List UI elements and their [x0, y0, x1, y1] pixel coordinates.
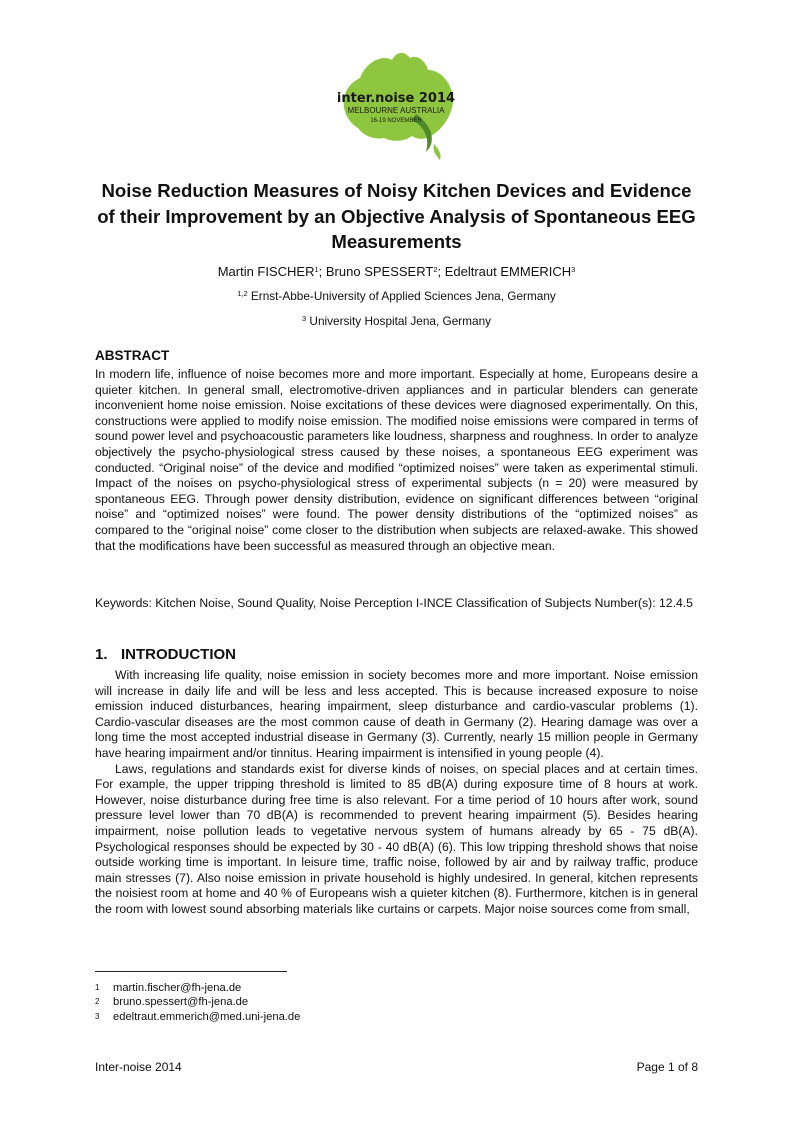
footnote-email[interactable]: martin.fischer@fh-jena.de	[113, 982, 242, 994]
title-line-3: Measurements	[331, 231, 462, 252]
author-1: Martin FISCHER	[217, 264, 315, 279]
title-line-1: Noise Reduction Measures of Noisy Kitchen Devices and Evidence	[101, 180, 692, 201]
section-title: INTRODUCTION	[121, 646, 236, 663]
abstract-text: In modern life, influence of noise becomes more and more important. Especially at home, Europeans desire a quieter kitchen. In general small, electromotive-driven appliances and in particular blenders can generate inconvenient home noise emission. Noise excitations of these devices were diagnosed experimentally. On this, constructions were applied to modify noise emission. The modified noise emissions were compared in terms of sound power level and psychoacoustic parameters like loudness, sharpness and roughness. In order to analyze objectively the psycho-physiological stress caused by these noises, a spontaneous EEG experiment was conducted. “Original noise” of the device and modified “optimized noises” were taken as experimental stimuli. Impact of the noises on psycho-physiological stress of experimental subjects (n = 20) were measured by spontaneous EEG. Through power density distribution, evidence on significant differences between “original noise” and “optimized noises” were found. The power density distributions of the “optimized noises” as compared to the “original noise” come closer to the distribution when subjects are relaxed-awake. This showed that the modifications have been successful as measured through an objective mean.	[95, 367, 698, 553]
abstract-heading: ABSTRACT	[95, 348, 170, 363]
footnote	[95, 1010, 300, 1024]
author-sep-2: ;	[437, 264, 445, 279]
footer-conference: Inter-noise 2014	[95, 1060, 182, 1074]
logo-line2: MELBOURNE AUSTRALIA	[347, 106, 445, 115]
footer-page-number: Page 1 of 8	[636, 1060, 698, 1074]
footnote	[95, 995, 300, 1009]
section-heading	[95, 646, 236, 663]
introduction-body	[95, 668, 698, 918]
logo-line3: 16-19 NOVEMBER	[370, 118, 422, 124]
paper-title	[70, 178, 723, 255]
author-2-sup: 2	[433, 265, 438, 274]
australia-map-logo	[330, 44, 462, 168]
author-3: Edeltraut EMMERICH	[444, 264, 572, 279]
footnote-number: 3	[95, 1011, 100, 1021]
author-sep-1: ;	[318, 264, 326, 279]
logo-line1: inter.noise 2014	[336, 91, 456, 106]
affiliation-1	[0, 289, 793, 303]
affiliation-1-text: Ernst-Abbe-University of Applied Sciences Jena, Germany	[247, 289, 556, 303]
author-2: Bruno SPESSERT	[325, 264, 434, 279]
footnote-email[interactable]: bruno.spessert@fh-jena.de	[113, 996, 249, 1009]
tasmania-shape	[433, 144, 440, 160]
footnote-number: 1	[95, 983, 100, 992]
title-line-2: of their Improvement by an Objective Analysis of Spontaneous EEG	[97, 205, 696, 227]
conference-logo	[330, 44, 462, 168]
footnote-number: 2	[95, 997, 100, 1007]
author-list	[0, 264, 793, 279]
author-1-sup: 1	[314, 265, 319, 274]
affiliation-2	[0, 314, 793, 328]
intro-paragraph-2: Laws, regulations and standards exist for diverse kinds of noises, on special places and at certain times. For example, the upper tripping threshold is limited to 85 dB(A) during exposure time of 8 hours at work. However, noise disturbance during free time is also relevant. For a time period of 10 hours after work, sound pressure level lower than 70 dB(A) is recommended to prevent hearing impairment (5). Besides hearing impairment, noise pollution leads to vegetative nervous system of humans already by 65 - 75 dB(A). Psychological responses should be expected by 30 - 40 dB(A) (6). This low tripping threshold shows that noise outside working time is important. In leisure time, traffic noise, followed by air and by railway traffic, produce main stresses (7). Also noise emission in private household is highly undesired. In general, kitchen represents the noisiest room at home and 40 % of Europeans wish a quieter kitchen (8). Furthermore, kitchen is in general the room with lowest sound absorbing materials like curtains or carpets. Major noise sources come from small,	[95, 761, 698, 916]
section-number: 1.	[95, 646, 108, 663]
intro-paragraph-1: With increasing life quality, noise emission in society becomes more and more important. Noise emission will increase in daily life and will be less and less accepted. This is because increased exposure to noise emission induced disturbances, hearing impairment, sleep disturbance and cardio-vascular problems (1). Cardio-vascular diseases are the most common cause of death in Germany (2). Hearing damage was over a long time the most accepted industrial disease in Germany (3). Currently, nearly 15 million people in Germany have hearing impairment and/or tinnitus. Hearing impairment is intensified in young people (4).	[95, 668, 698, 760]
author-3-sup: 3	[571, 265, 576, 274]
footnote	[95, 981, 300, 995]
footnotes	[95, 981, 300, 1024]
affiliation-2-sup: 3	[301, 314, 307, 323]
affiliation-2-text: University Hospital Jena, Germany	[306, 314, 492, 328]
footnote-divider	[95, 971, 287, 972]
keywords: Keywords: Kitchen Noise, Sound Quality, Noise Perception I-INCE Classification of Subjects Number(s): 12.4.5	[95, 596, 693, 610]
affiliation-1-sup: 1,2	[237, 289, 248, 298]
footnote-email[interactable]: edeltraut.emmerich@med.uni-jena.de	[113, 1010, 301, 1023]
